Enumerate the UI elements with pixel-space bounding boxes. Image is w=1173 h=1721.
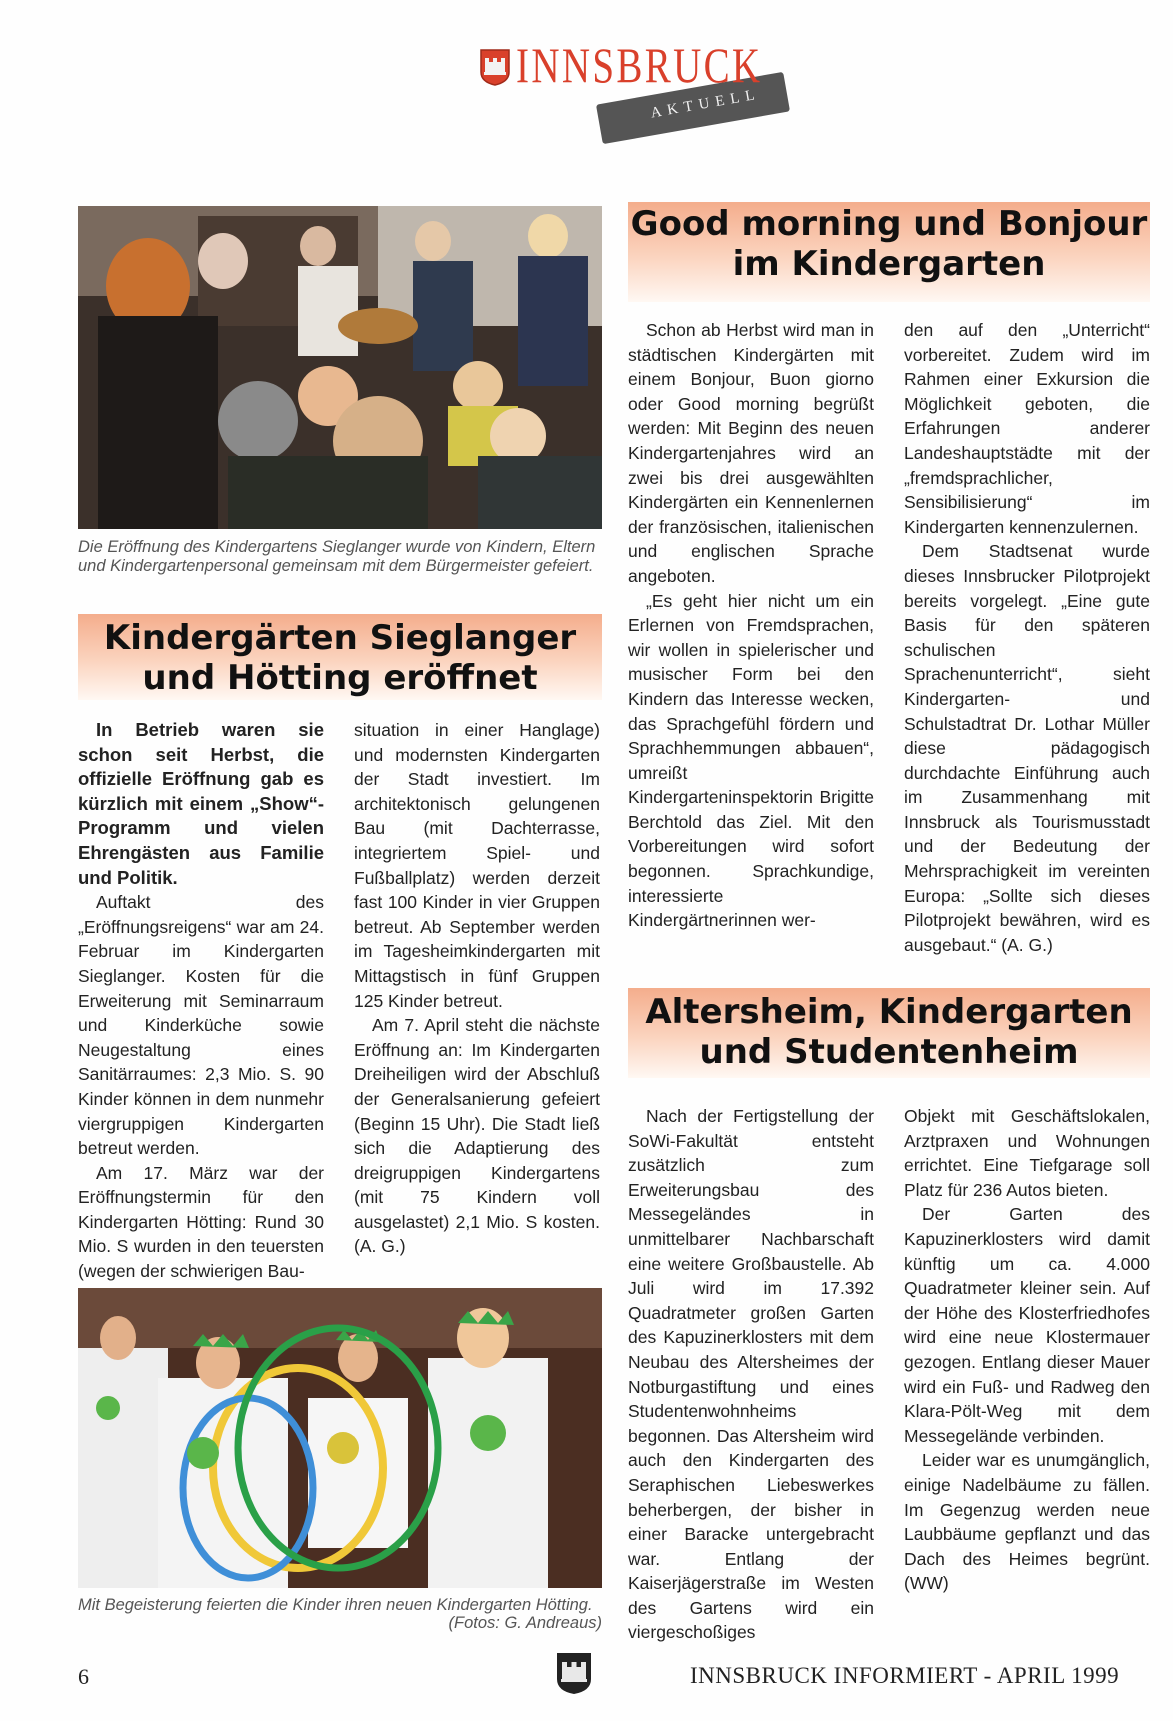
article2-headline-bar bbox=[628, 202, 1150, 302]
article3-paragraph: Nach der Fertigstellung der SoWi-Fakultät entsteht zusätzlich zum Erweiterungsbau des Messegeländes in unmittelbarer Nachbarschaft eine weitere Großbaustelle. Ab Juli wird im 17.392 Quadratmeter großen Garten des Kapuzinerklosters mit dem Neubau des Altersheimes der Notburgastiftung und eines Studentenwohnheims begonnen. Das Altersheim wird auch den Kindergarten des Seraphischen Liebeswerkes beherbergen, der bisher in einer Baracke untergebracht war. Entlang der Kaiserjägerstraße im Westen des Gartens wird ein viergeschoßiges bbox=[628, 1106, 874, 1643]
article1-lead: In Betrieb waren sie schon seit Herbst, die offizielle Eröffnung gab es kürzlich mit einem „Show“-Programm und vielen Ehrengästen aus Familie und Politik. bbox=[78, 719, 324, 888]
footer-crest-icon bbox=[556, 1651, 592, 1695]
photo-children-hoetting bbox=[78, 1288, 602, 1588]
article2-column-2 bbox=[904, 318, 1150, 957]
photo-opening-sieglanger bbox=[78, 206, 602, 529]
photo2-caption: Mit Begeisterung feierten die Kinder ihren neuen Kindergarten Hötting. bbox=[78, 1596, 593, 1614]
magazine-title: INNSBRUCK INFORMIERT - APRIL 1999 bbox=[690, 1663, 1120, 1688]
photo2-credit: (Fotos: G. Andreaus) bbox=[448, 1614, 602, 1632]
article2-paragraph: Dem Stadtsenat wurde dieses Innsbrucker Pilotprojekt bereits vorgelegt. „Eine gute Basis für den späteren schulischen Sprachenunterricht“, sieht Kindergarten- und Schulstadtrat Dr. Lothar Müller diese pädagogisch durchdachte Einführung auch im Zusammenhang mit Innsbruck als Tourismusstadt und der Bedeutung der Mehrsprachigkeit im vereinten Europa: „Sollte sich dieses Pilotprojekt bewähren, wird es ausgebaut.“ (A. G.) bbox=[904, 541, 1150, 955]
article3-headline-line1: Altersheim, Kindergarten bbox=[645, 992, 1133, 1032]
masthead-sub: AKTUELL bbox=[649, 86, 762, 122]
article2-column-1 bbox=[628, 318, 874, 933]
masthead bbox=[480, 37, 800, 140]
article1-paragraph: Am 7. April steht die nächste Eröffnung an: Im Kindergarten Dreiheiligen wird der Abschluß der Generalsanierung gefeiert (Beginn 15 Uhr). Die Stadt ließ sich die Adaptierung des dreigruppigen Kindergartens (mit 75 Kindern voll ausgelastet) 2,1 Mio. S kosten. (A. G.) bbox=[354, 1015, 600, 1257]
article1-paragraph: Am 17. März war der Eröffnungstermin für den Kindergarten Hötting: Rund 30 Mio. S wurden in den teuersten (wegen der schwierigen Bau- bbox=[78, 1162, 324, 1282]
photo1-caption: Die Eröffnung des Kindergartens Sieglanger wurde von Kindern, Eltern und Kindergartenpersonal gemeinsam mit dem Bürgermeister gefeiert. bbox=[78, 538, 596, 575]
article3-paragraph: Objekt mit Geschäftslokalen, Arztpraxen und Wohnungen errichtet. Eine Tiefgarage soll Platz für 236 Autos bieten. bbox=[904, 1106, 1150, 1200]
article1-column-1 bbox=[78, 718, 324, 1284]
page-number: 6 bbox=[78, 1664, 89, 1689]
city-crest-icon bbox=[480, 48, 510, 86]
article1-headline-line1: Kindergärten Sieglanger bbox=[103, 618, 577, 658]
article2-paragraph: Schon ab Herbst wird man in städtischen Kindergärten mit einem Bonjour, Buon giorno oder Good morning begrüßt werden: Mit Beginn des neuen Kindergartenjahres wird an zwei bis drei ausgewählten Kindergärten ein Kennenlernen der französischen, italienischen und englischen Sprache angeboten. bbox=[628, 320, 874, 586]
article1-headline-bar bbox=[78, 614, 602, 700]
article1-column-2 bbox=[354, 718, 600, 1259]
article1-paragraph: situation in einer Hanglage) und modernsten Kindergarten der Stadt investiert. Im architektonisch gelungenen Bau (mit Dachterrasse, integriertem Spiel- und Fußballplatz) werden derzeit fast 100 Kinder in vier Gruppen betreut. Ab September werden im Tagesheimkindergarten mit Mittagstisch in fünf Gruppen 125 Kinder betreut. bbox=[354, 720, 600, 1011]
article3-paragraph: Leider war es unumgänglich, einige Nadelbäume zu fällen. Im Gegenzug werden neue Laubbäume gepflanzt und das Dach des Heimes begrünt. (WW) bbox=[904, 1450, 1150, 1594]
article2-headline-line2: im Kindergarten bbox=[732, 244, 1046, 284]
article2-paragraph: den auf den „Unterricht“ vorbereitet. Zudem wird im Rahmen einer Exkursion die Möglichkeit geboten, die Erfahrungen anderer Landeshauptstädte mit der „fremdsprachlicher, Sensibilisierung“ im Kindergarten kennenzulernen. bbox=[904, 320, 1150, 537]
article3-headline-line2: und Studentenheim bbox=[699, 1032, 1079, 1072]
article3-paragraph: Der Garten des Kapuzinerklosters wird damit künftig um ca. 4.000 Quadratmeter kleiner sein. Auf der Höhe des Klosterfriedhofes wird eine neue Klostermauer gezogen. Entlang dieser Mauer wird ein Fuß- und Radweg den Klara-Pölt-Weg mit dem Messegelände verbinden. bbox=[904, 1204, 1150, 1446]
article1-paragraph: Auftakt des „Eröffnungsreigens“ war am 24. Februar im Kindergarten Sieglanger. Kosten für die Erweiterung mit Seminarraum und Kinderküche sowie Neugestaltung eines Sanitärraumes: 2,3 Mio. S. 90 Kinder können in dem nunmehr viergruppigen Kindergarten betreut werden. bbox=[78, 892, 324, 1159]
article3-column-2 bbox=[904, 1104, 1150, 1596]
masthead-brand: INNSBRUCK bbox=[516, 37, 763, 93]
article2-paragraph: „Es geht hier nicht um ein Erlernen von Fremdsprachen, wir wollen in spielerischer und musischer Form bei den Kindern das Interesse wecken, das Sprachgefühl fördern und Sprachhemmungen abbauen“, umreißt Kindergarteninspektorin Brigitte Berchtold das Ziel. Mit den Vorbereitungen wird sofort begonnen. Sprachkundige, interessierte Kindergärtnerinnen wer- bbox=[628, 590, 874, 931]
article3-headline-bar bbox=[628, 988, 1150, 1078]
article3-column-1 bbox=[628, 1104, 874, 1645]
article2-headline-line1: Good morning und Bonjour bbox=[630, 204, 1148, 244]
article1-headline-line2: und Hötting eröffnet bbox=[142, 658, 538, 698]
